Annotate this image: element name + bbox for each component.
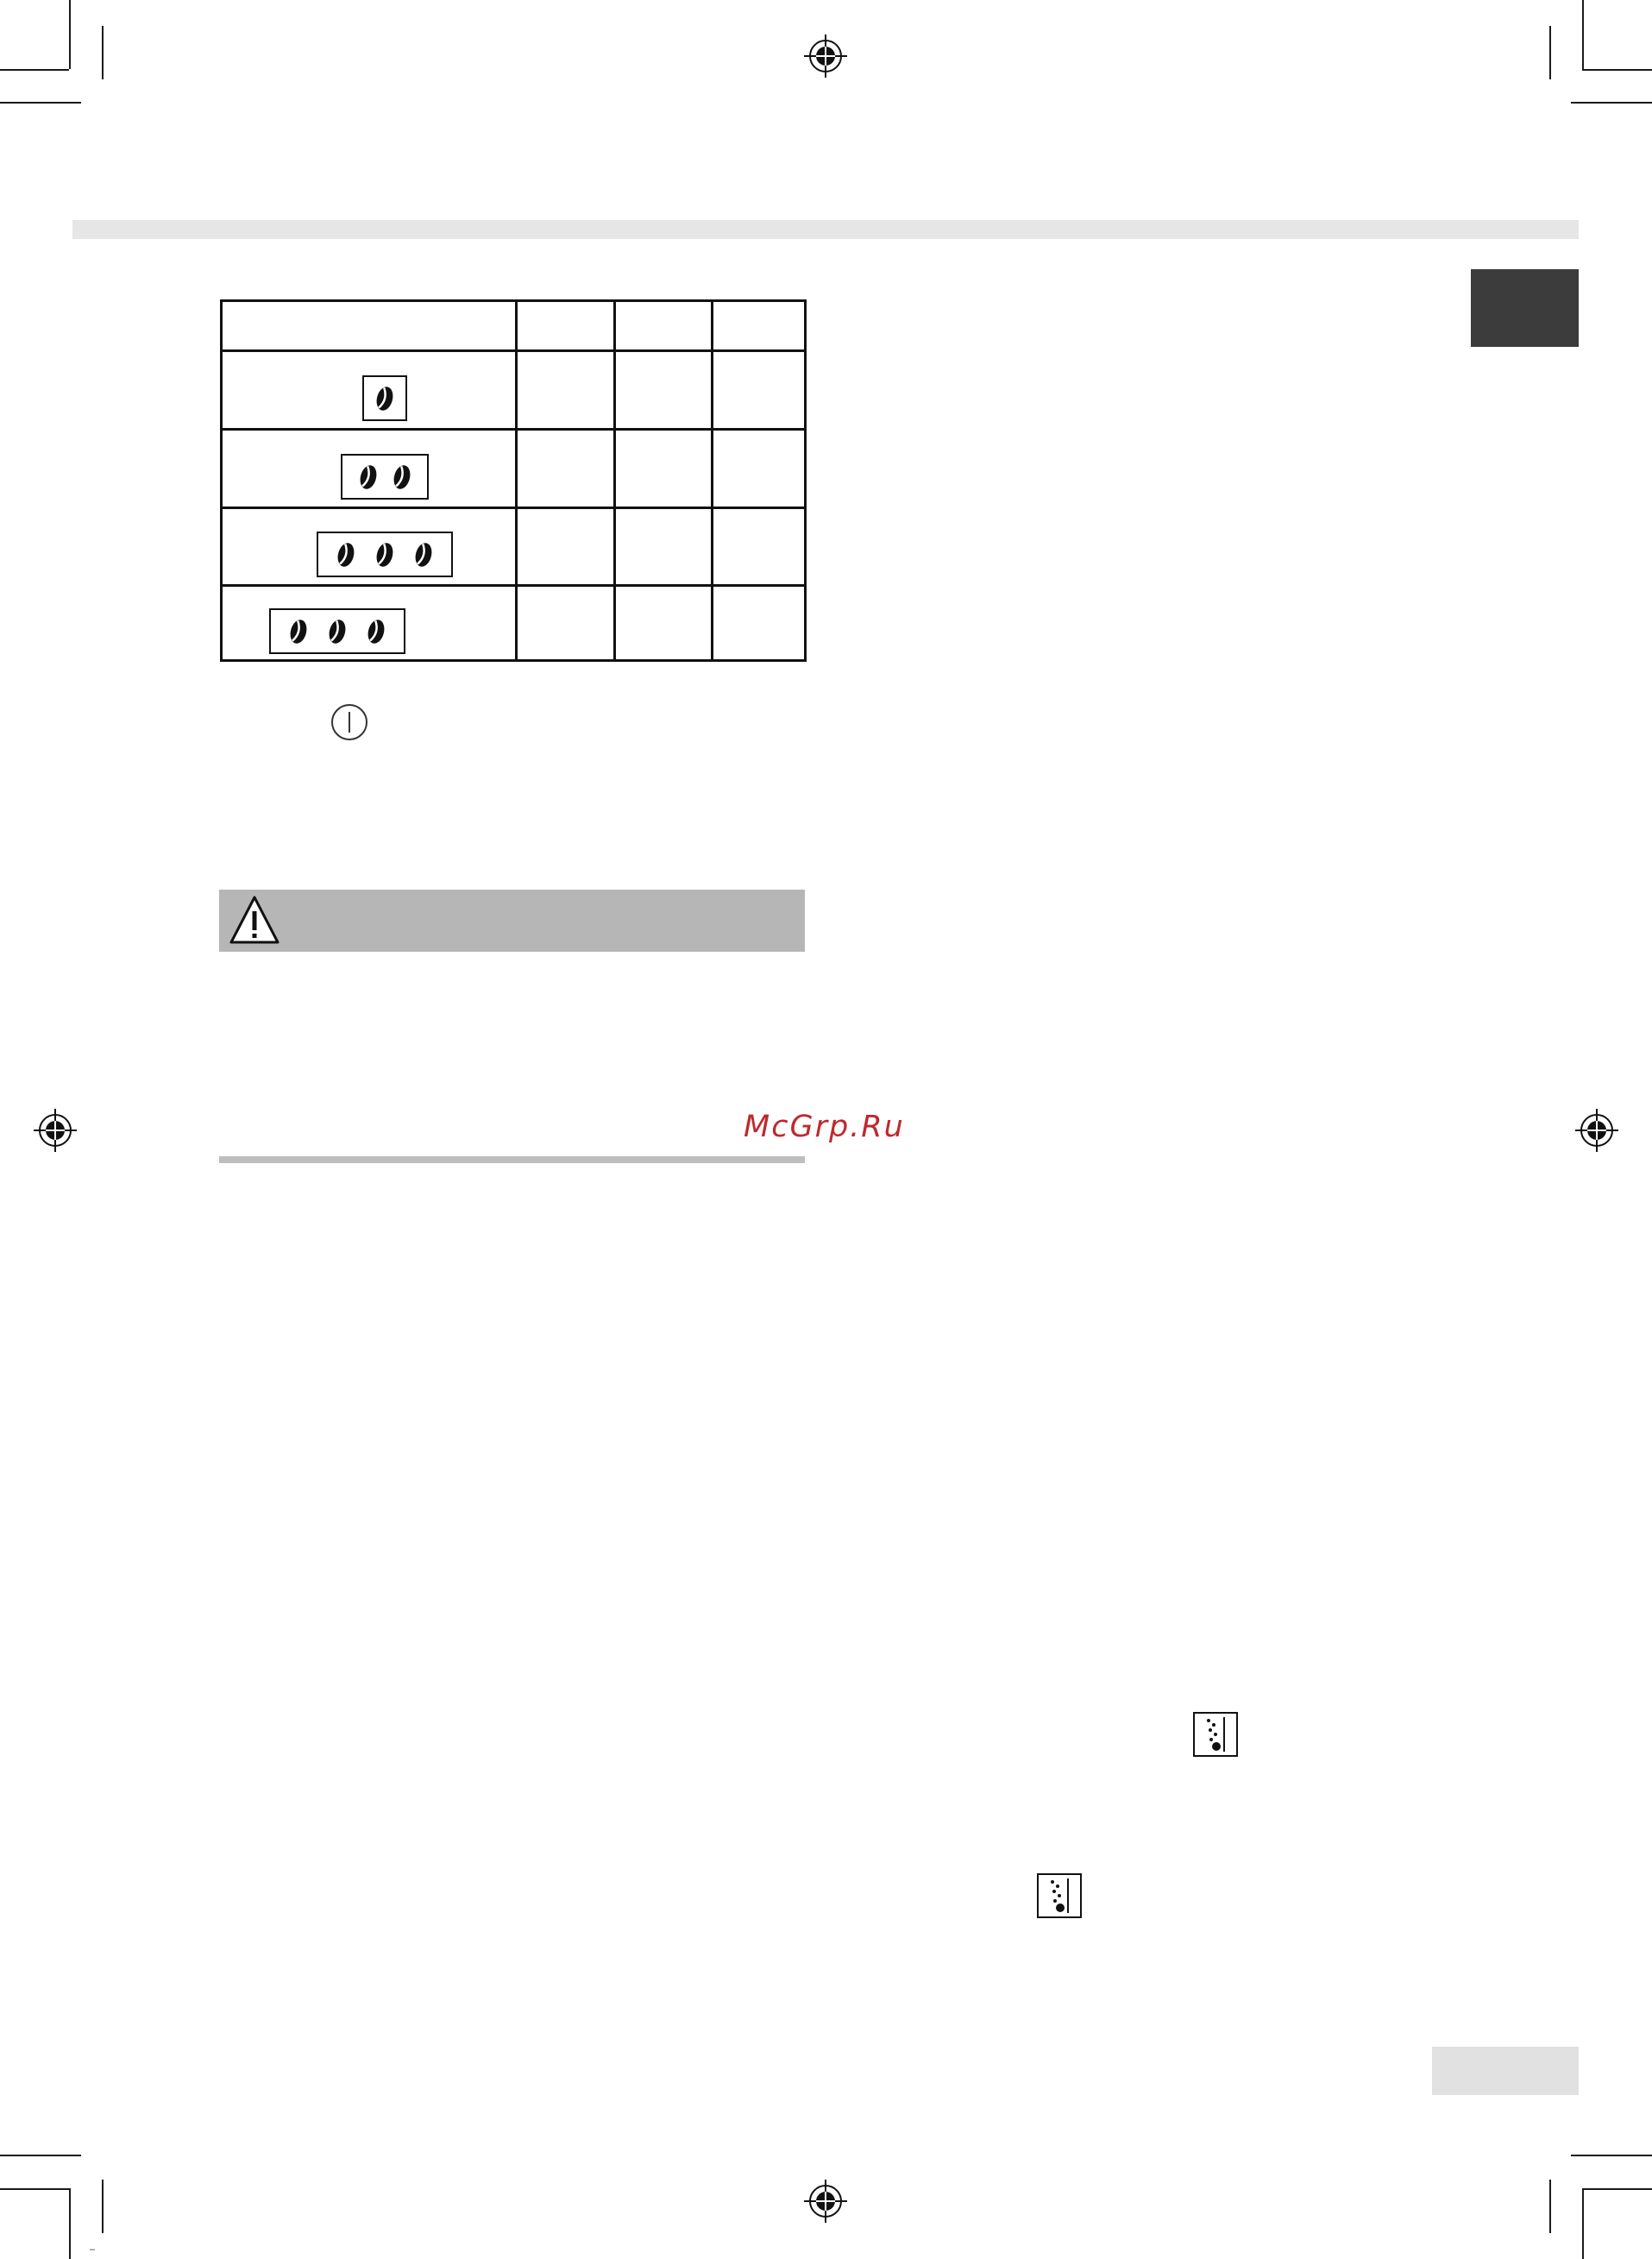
coffee-bean-icon bbox=[335, 540, 357, 569]
registration-mark-icon bbox=[804, 2180, 847, 2223]
header-bar bbox=[72, 220, 1579, 239]
coffee-bean-icon bbox=[374, 384, 396, 413]
registration-mark-icon bbox=[804, 35, 847, 78]
table-divider bbox=[711, 302, 713, 659]
table-divider bbox=[223, 349, 804, 352]
page-number-box bbox=[1432, 2047, 1579, 2095]
crop-mark bbox=[102, 2180, 104, 2233]
crop-mark bbox=[0, 102, 81, 104]
crop-mark bbox=[1582, 2188, 1652, 2190]
registration-mark-icon bbox=[1575, 1109, 1618, 1152]
crop-mark bbox=[1571, 2155, 1652, 2156]
crop-mark bbox=[69, 0, 71, 69]
table-divider bbox=[223, 584, 804, 587]
crop-mark bbox=[1571, 102, 1652, 104]
table-divider bbox=[223, 507, 804, 509]
coffee-bean-icon bbox=[287, 617, 310, 646]
crop-mark bbox=[0, 69, 69, 71]
descale-icon bbox=[1193, 1712, 1238, 1757]
crop-mark bbox=[69, 2188, 71, 2259]
table-divider bbox=[223, 428, 804, 431]
crop-mark bbox=[1549, 26, 1551, 79]
crop-mark bbox=[0, 2155, 81, 2156]
three-beans-icon bbox=[269, 608, 405, 654]
warning-triangle-icon bbox=[228, 894, 281, 946]
table-divider bbox=[515, 302, 518, 659]
warning-bar bbox=[219, 890, 805, 952]
power-icon bbox=[330, 703, 368, 741]
registration-mark-icon bbox=[34, 1109, 77, 1152]
crop-mark bbox=[1549, 2180, 1551, 2233]
crop-mark bbox=[0, 2188, 69, 2190]
watermark-text: McGrp.Ru bbox=[744, 1110, 905, 1144]
coffee-bean-icon bbox=[365, 617, 387, 646]
coffee-bean-icon bbox=[326, 617, 349, 646]
language-tab bbox=[1471, 269, 1579, 347]
footer-note: … bbox=[90, 2243, 96, 2253]
coffee-bean-icon bbox=[357, 462, 380, 492]
crop-mark bbox=[1582, 0, 1584, 69]
crop-mark bbox=[1582, 69, 1652, 71]
three-beans-icon bbox=[317, 532, 453, 577]
table-divider bbox=[613, 302, 616, 659]
descale-icon bbox=[1037, 1873, 1082, 1918]
coffee-strength-table bbox=[220, 299, 807, 662]
section-divider bbox=[219, 1156, 805, 1163]
coffee-bean-icon bbox=[374, 540, 396, 569]
crop-mark bbox=[102, 26, 104, 79]
coffee-bean-icon bbox=[412, 540, 435, 569]
two-beans-icon bbox=[341, 454, 429, 500]
crop-mark bbox=[1582, 2188, 1584, 2259]
coffee-bean-icon bbox=[391, 462, 413, 492]
one-bean-icon bbox=[362, 375, 407, 421]
